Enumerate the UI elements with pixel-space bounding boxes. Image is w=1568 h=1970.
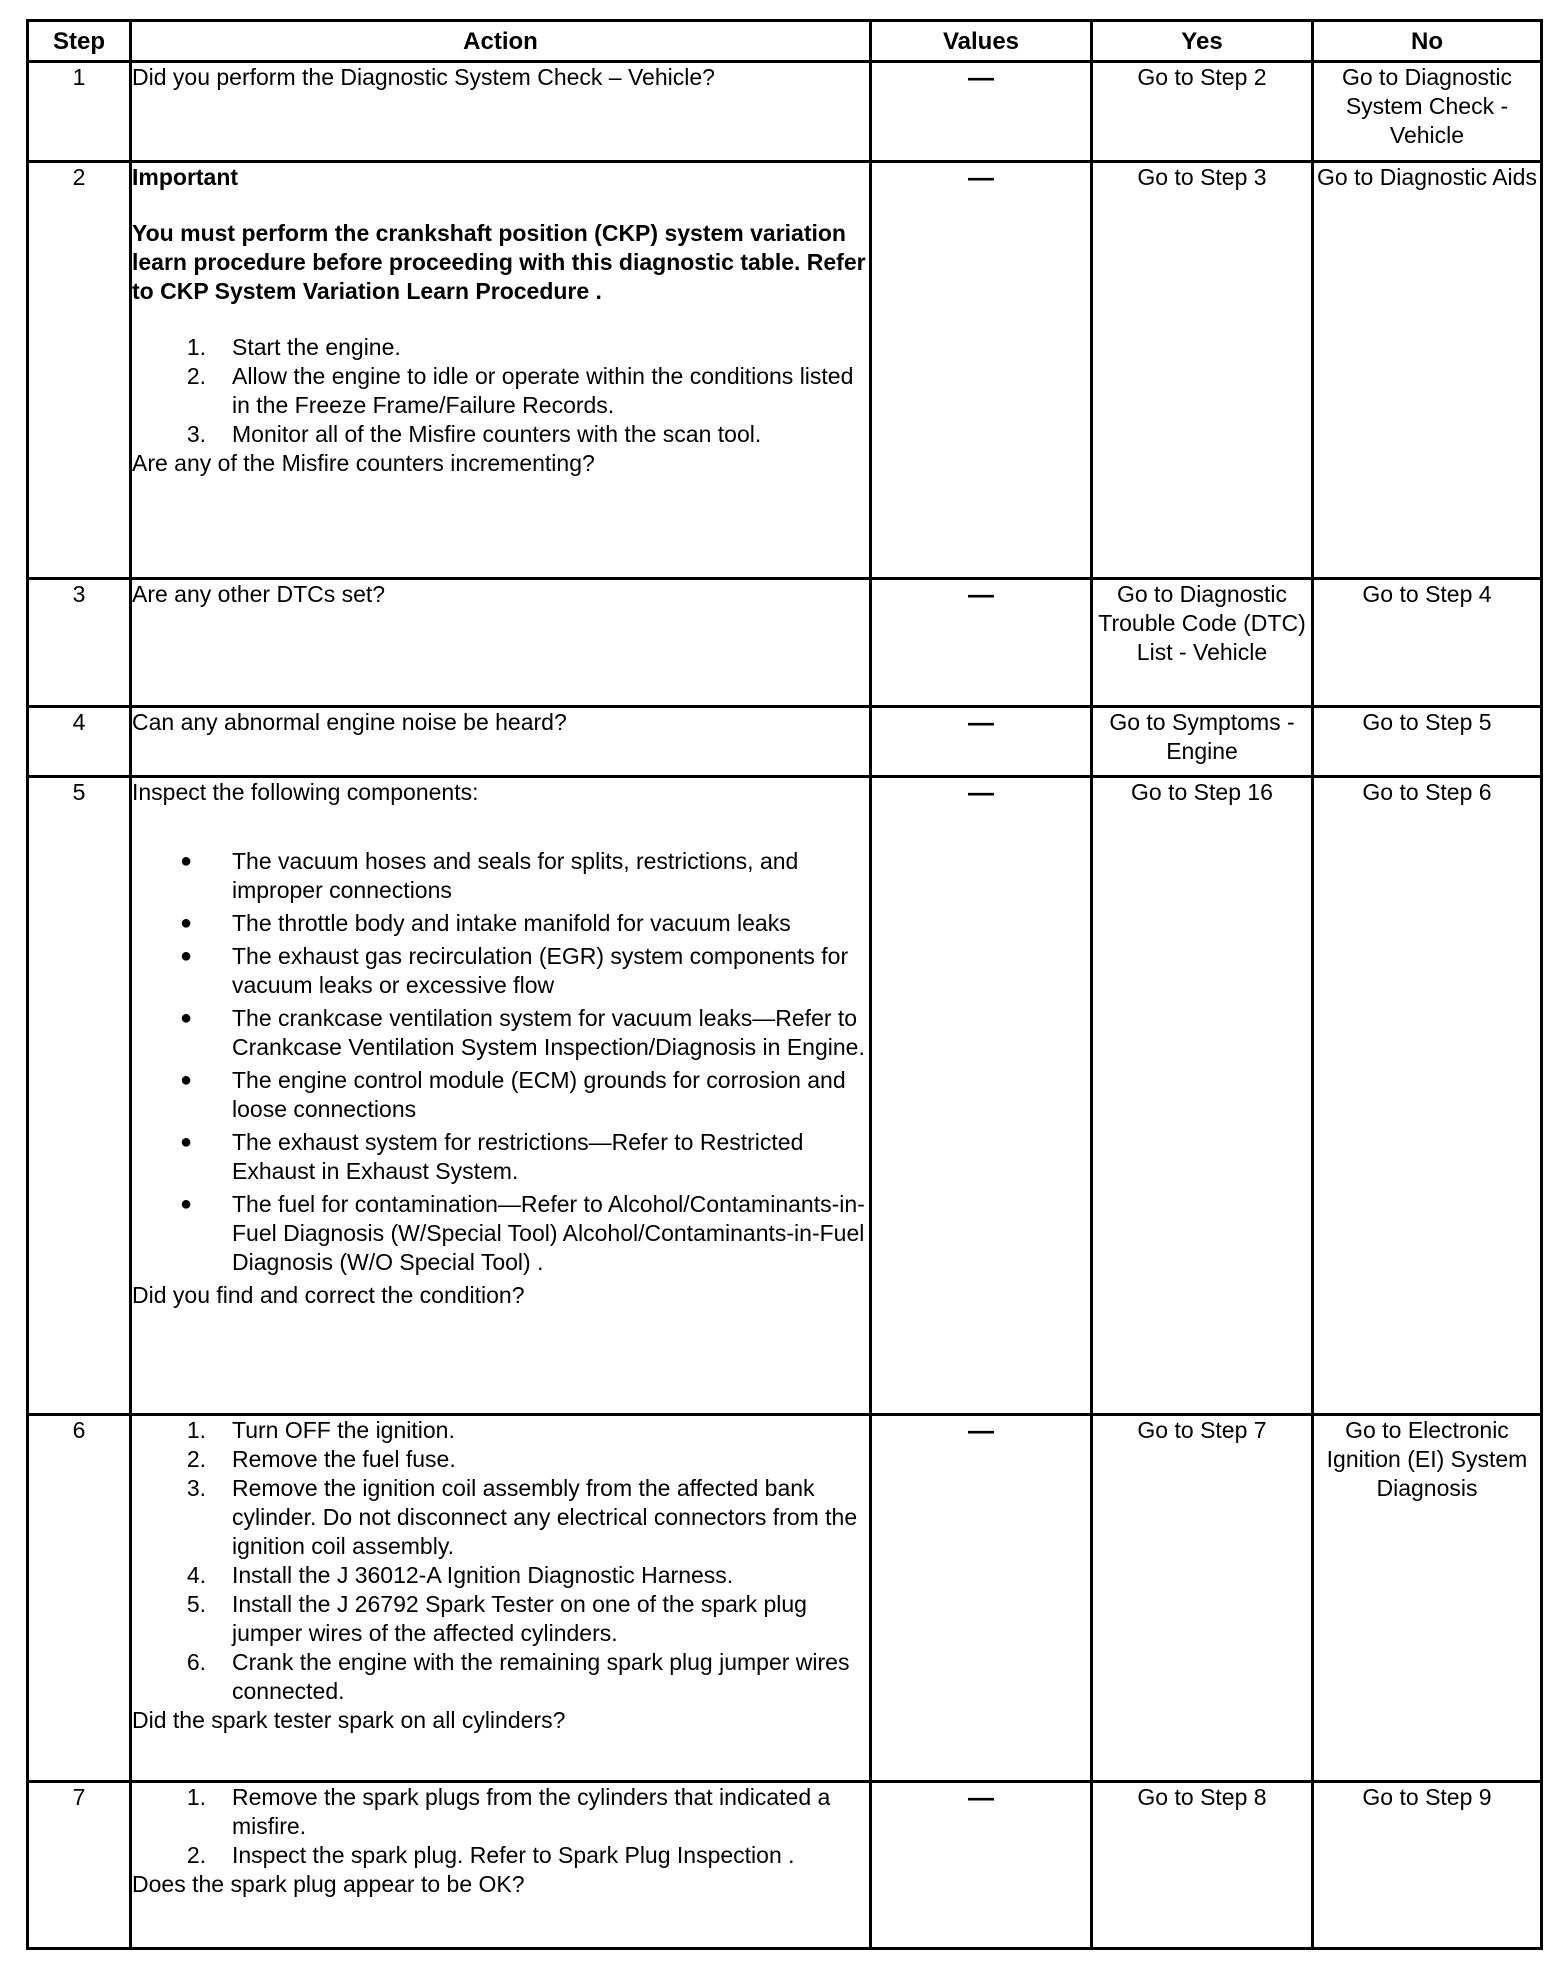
important-title: Important: [132, 164, 239, 190]
step-number: 1: [28, 62, 131, 162]
list-item: ● The fuel for contamination—Refer to Alcohol/Contaminants-in-Fuel Diagnosis (W/Special Tool) Alcohol/Contaminants-in-Fuel Diagnosis (W/O Special Tool) .: [180, 1191, 865, 1275]
no-cell: Go to Diagnostic System Check - Vehicle: [1313, 62, 1542, 162]
value-cell: —: [871, 1415, 1092, 1782]
list-item: 4. Install the J 36012-A Ignition Diagnostic Harness.: [186, 1562, 734, 1588]
list-item: 2. Remove the fuel fuse.: [186, 1446, 456, 1472]
step-number: 3: [28, 579, 131, 707]
header-action: Action: [131, 21, 871, 62]
list-item: 6. Crank the engine with the remaining spark plug jumper wires connected.: [186, 1649, 850, 1704]
list-item: 2. Inspect the spark plug. Refer to Spark Plug Inspection .: [186, 1842, 795, 1868]
list-item: 1. Remove the spark plugs from the cylinders that indicated a misfire.: [186, 1784, 831, 1839]
action-cell: [131, 1415, 871, 1782]
value-cell: —: [871, 579, 1092, 707]
action-question: Did you find and correct the condition?: [132, 1282, 525, 1308]
action-question: Does the spark plug appear to be OK?: [132, 1871, 525, 1897]
no-cell: Go to Electronic Ignition (EI) System Diagnosis: [1313, 1415, 1542, 1782]
value-cell: —: [871, 1782, 1092, 1949]
header-step: Step: [28, 21, 131, 62]
action-cell: [131, 1782, 871, 1949]
list-item: 2. Allow the engine to idle or operate within the conditions listed in the Freeze Frame/Failure Records.: [186, 363, 854, 418]
list-item: 1. Turn OFF the ignition.: [186, 1417, 455, 1443]
procedure-list: [132, 1416, 869, 1706]
important-text: You must perform the crankshaft position (CKP) system variation learn procedure before proceeding with this diagnostic table. Refer to CKP System Variation Learn Procedure .: [132, 220, 866, 304]
procedure-list: [132, 1783, 869, 1870]
list-item: 5. Install the J 26792 Spark Tester on one of the spark plug jumper wires of the affected cylinders.: [186, 1591, 807, 1646]
yes-cell: Go to Step 7: [1092, 1415, 1313, 1782]
action-question: Did you perform the Diagnostic System Check – Vehicle?: [132, 64, 715, 90]
list-item: ● The exhaust system for restrictions—Refer to Restricted Exhaust in Exhaust System.: [180, 1129, 804, 1184]
table-row: [28, 1415, 1542, 1782]
action-question: Are any other DTCs set?: [132, 581, 386, 607]
no-cell: Go to Step 9: [1313, 1782, 1542, 1949]
header-yes: Yes: [1092, 21, 1313, 62]
step-number: 5: [28, 777, 131, 1415]
yes-cell: Go to Step 2: [1092, 62, 1313, 162]
yes-cell: Go to Step 16: [1092, 777, 1313, 1415]
no-cell: Go to Step 5: [1313, 707, 1542, 777]
yes-cell: Go to Diagnostic Trouble Code (DTC) List - Vehicle: [1092, 579, 1313, 707]
yes-cell: Go to Step 8: [1092, 1782, 1313, 1949]
list-item: ● The crankcase ventilation system for vacuum leaks—Refer to Crankcase Ventilation System Inspection/Diagnosis in Engine.: [180, 1005, 865, 1060]
list-item: ● The engine control module (ECM) grounds for corrosion and loose connections: [180, 1067, 846, 1122]
list-item: 1. Start the engine.: [186, 334, 401, 360]
step-number: 4: [28, 707, 131, 777]
action-cell: [131, 777, 871, 1415]
header-no: No: [1313, 21, 1542, 62]
no-cell: Go to Step 6: [1313, 777, 1542, 1415]
list-item: 3. Monitor all of the Misfire counters with the scan tool.: [186, 421, 762, 447]
action-cell: [131, 62, 871, 162]
table-row: [28, 707, 1542, 777]
step-number: 2: [28, 162, 131, 579]
no-cell: Go to Diagnostic Aids: [1313, 162, 1542, 579]
table-row: [28, 1782, 1542, 1949]
value-cell: —: [871, 162, 1092, 579]
table-row: [28, 162, 1542, 579]
yes-cell: Go to Step 3: [1092, 162, 1313, 579]
list-item: ● The vacuum hoses and seals for splits, restrictions, and improper connections: [180, 848, 799, 903]
action-question: Did the spark tester spark on all cylinders?: [132, 1707, 566, 1733]
list-item: 3. Remove the ignition coil assembly from the affected bank cylinder. Do not disconnect any electrical connectors from the ignition coil assembly.: [186, 1475, 858, 1559]
action-cell: [131, 707, 871, 777]
table-row: [28, 777, 1542, 1415]
table-row: [28, 62, 1542, 162]
step-number: 7: [28, 1782, 131, 1949]
list-item: ● The exhaust gas recirculation (EGR) system components for vacuum leaks or excessive flow: [180, 943, 849, 998]
value-cell: —: [871, 777, 1092, 1415]
header-row: [28, 21, 1542, 62]
procedure-list: [132, 333, 869, 449]
action-question: Can any abnormal engine noise be heard?: [132, 709, 567, 735]
action-cell: [131, 579, 871, 707]
value-cell: —: [871, 62, 1092, 162]
step-number: 6: [28, 1415, 131, 1782]
action-question: Are any of the Misfire counters incrementing?: [132, 450, 595, 476]
yes-cell: Go to Symptoms - Engine: [1092, 707, 1313, 777]
diagnostic-table: [26, 19, 1543, 1950]
action-cell: [131, 162, 871, 579]
no-cell: Go to Step 4: [1313, 579, 1542, 707]
action-intro: Inspect the following components:: [132, 779, 479, 805]
component-list: [132, 847, 869, 1277]
table-row: [28, 579, 1542, 707]
value-cell: —: [871, 707, 1092, 777]
list-item: ● The throttle body and intake manifold for vacuum leaks: [180, 910, 791, 936]
header-values: Values: [871, 21, 1092, 62]
